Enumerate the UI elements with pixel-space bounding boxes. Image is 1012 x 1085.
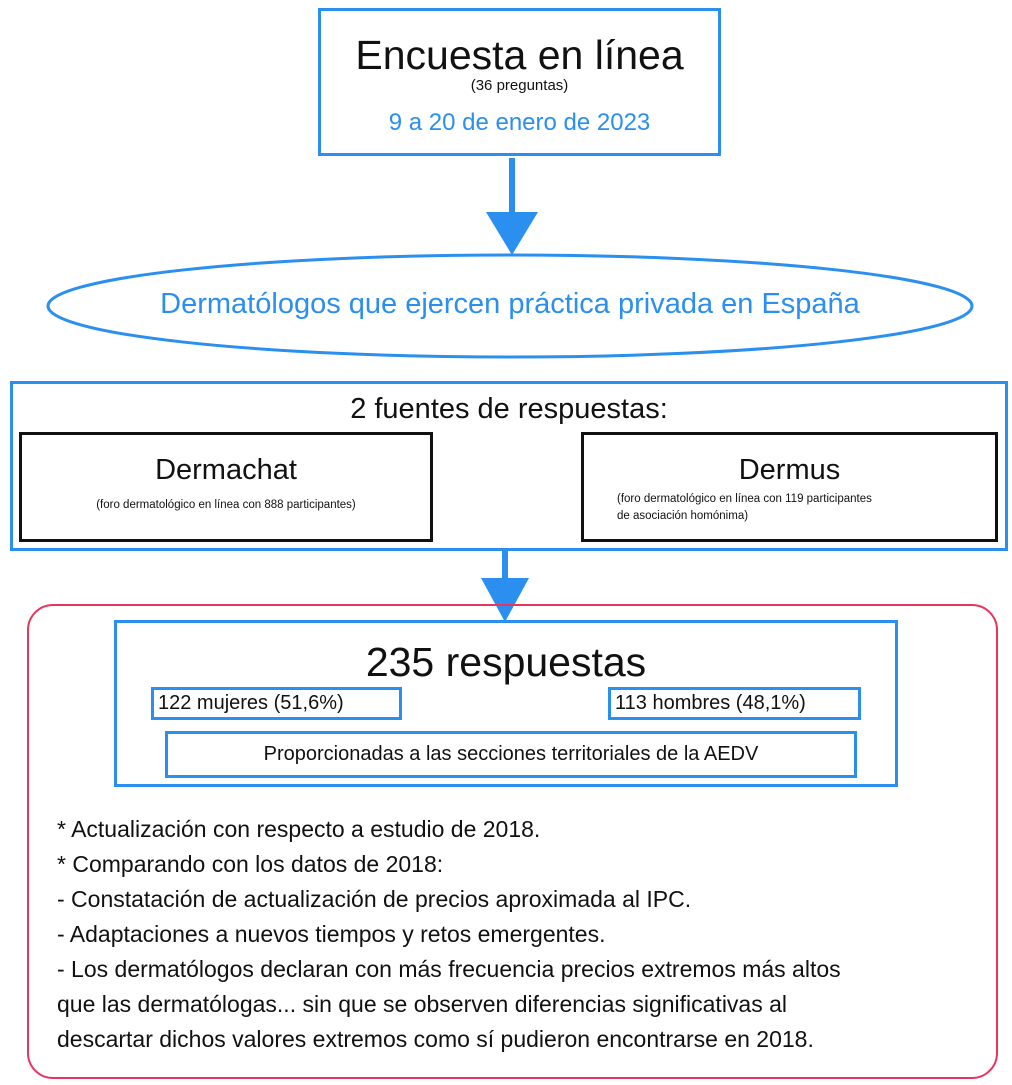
sections-box [165,731,857,778]
source-dermachat-box [19,432,433,542]
notes-block [57,812,987,1057]
note-line: descartar dichos valores extremos como sí pudieron encontrarse en 2018. [57,1026,814,1052]
note-line: - Adaptaciones a nuevos tiempos y retos emergentes. [57,921,606,947]
note-line: - Los dermatólogos declaran con más frecuencia precios extremos más altos [57,956,841,982]
note-line: * Comparando con los datos de 2018: [57,851,444,877]
men-count: 113 hombres (48,1%) [615,692,806,714]
arrow-head-1 [486,212,538,255]
note-line: * Actualización con respecto a estudio de 2018. [57,816,541,842]
source-dermus-name: Dermus [738,454,841,486]
source-dermus-desc-2: de asociación homónima) [617,510,749,522]
survey-box [318,8,721,156]
sources-title: 2 fuentes de respuestas: [350,393,668,425]
note-line: - Constatación de actualización de precios aproximada al IPC. [57,886,692,912]
source-dermus-desc-1: (foro dermatológico en línea con 119 participantes [617,493,872,505]
sections-text: Proporcionadas a las secciones territoriales de la AEDV [263,743,759,765]
source-dermus-box [581,432,998,542]
population-label: Dermatólogos que ejercen práctica privada en España [160,288,860,320]
results-total: 235 respuestas [365,639,647,685]
source-dermachat-desc: (foro dermatológico en línea con 888 participantes) [96,499,356,511]
men-badge [608,687,861,720]
survey-dates: 9 a 20 de enero de 2023 [388,109,651,136]
note-line: que las dermatólogas... sin que se observen diferencias significativas al [57,991,788,1017]
survey-subtitle: (36 preguntas) [470,77,569,94]
women-badge [151,687,402,720]
survey-title: Encuesta en línea [355,32,684,78]
women-count: 122 mujeres (51,6%) [158,692,344,714]
source-dermachat-name: Dermachat [155,454,297,486]
